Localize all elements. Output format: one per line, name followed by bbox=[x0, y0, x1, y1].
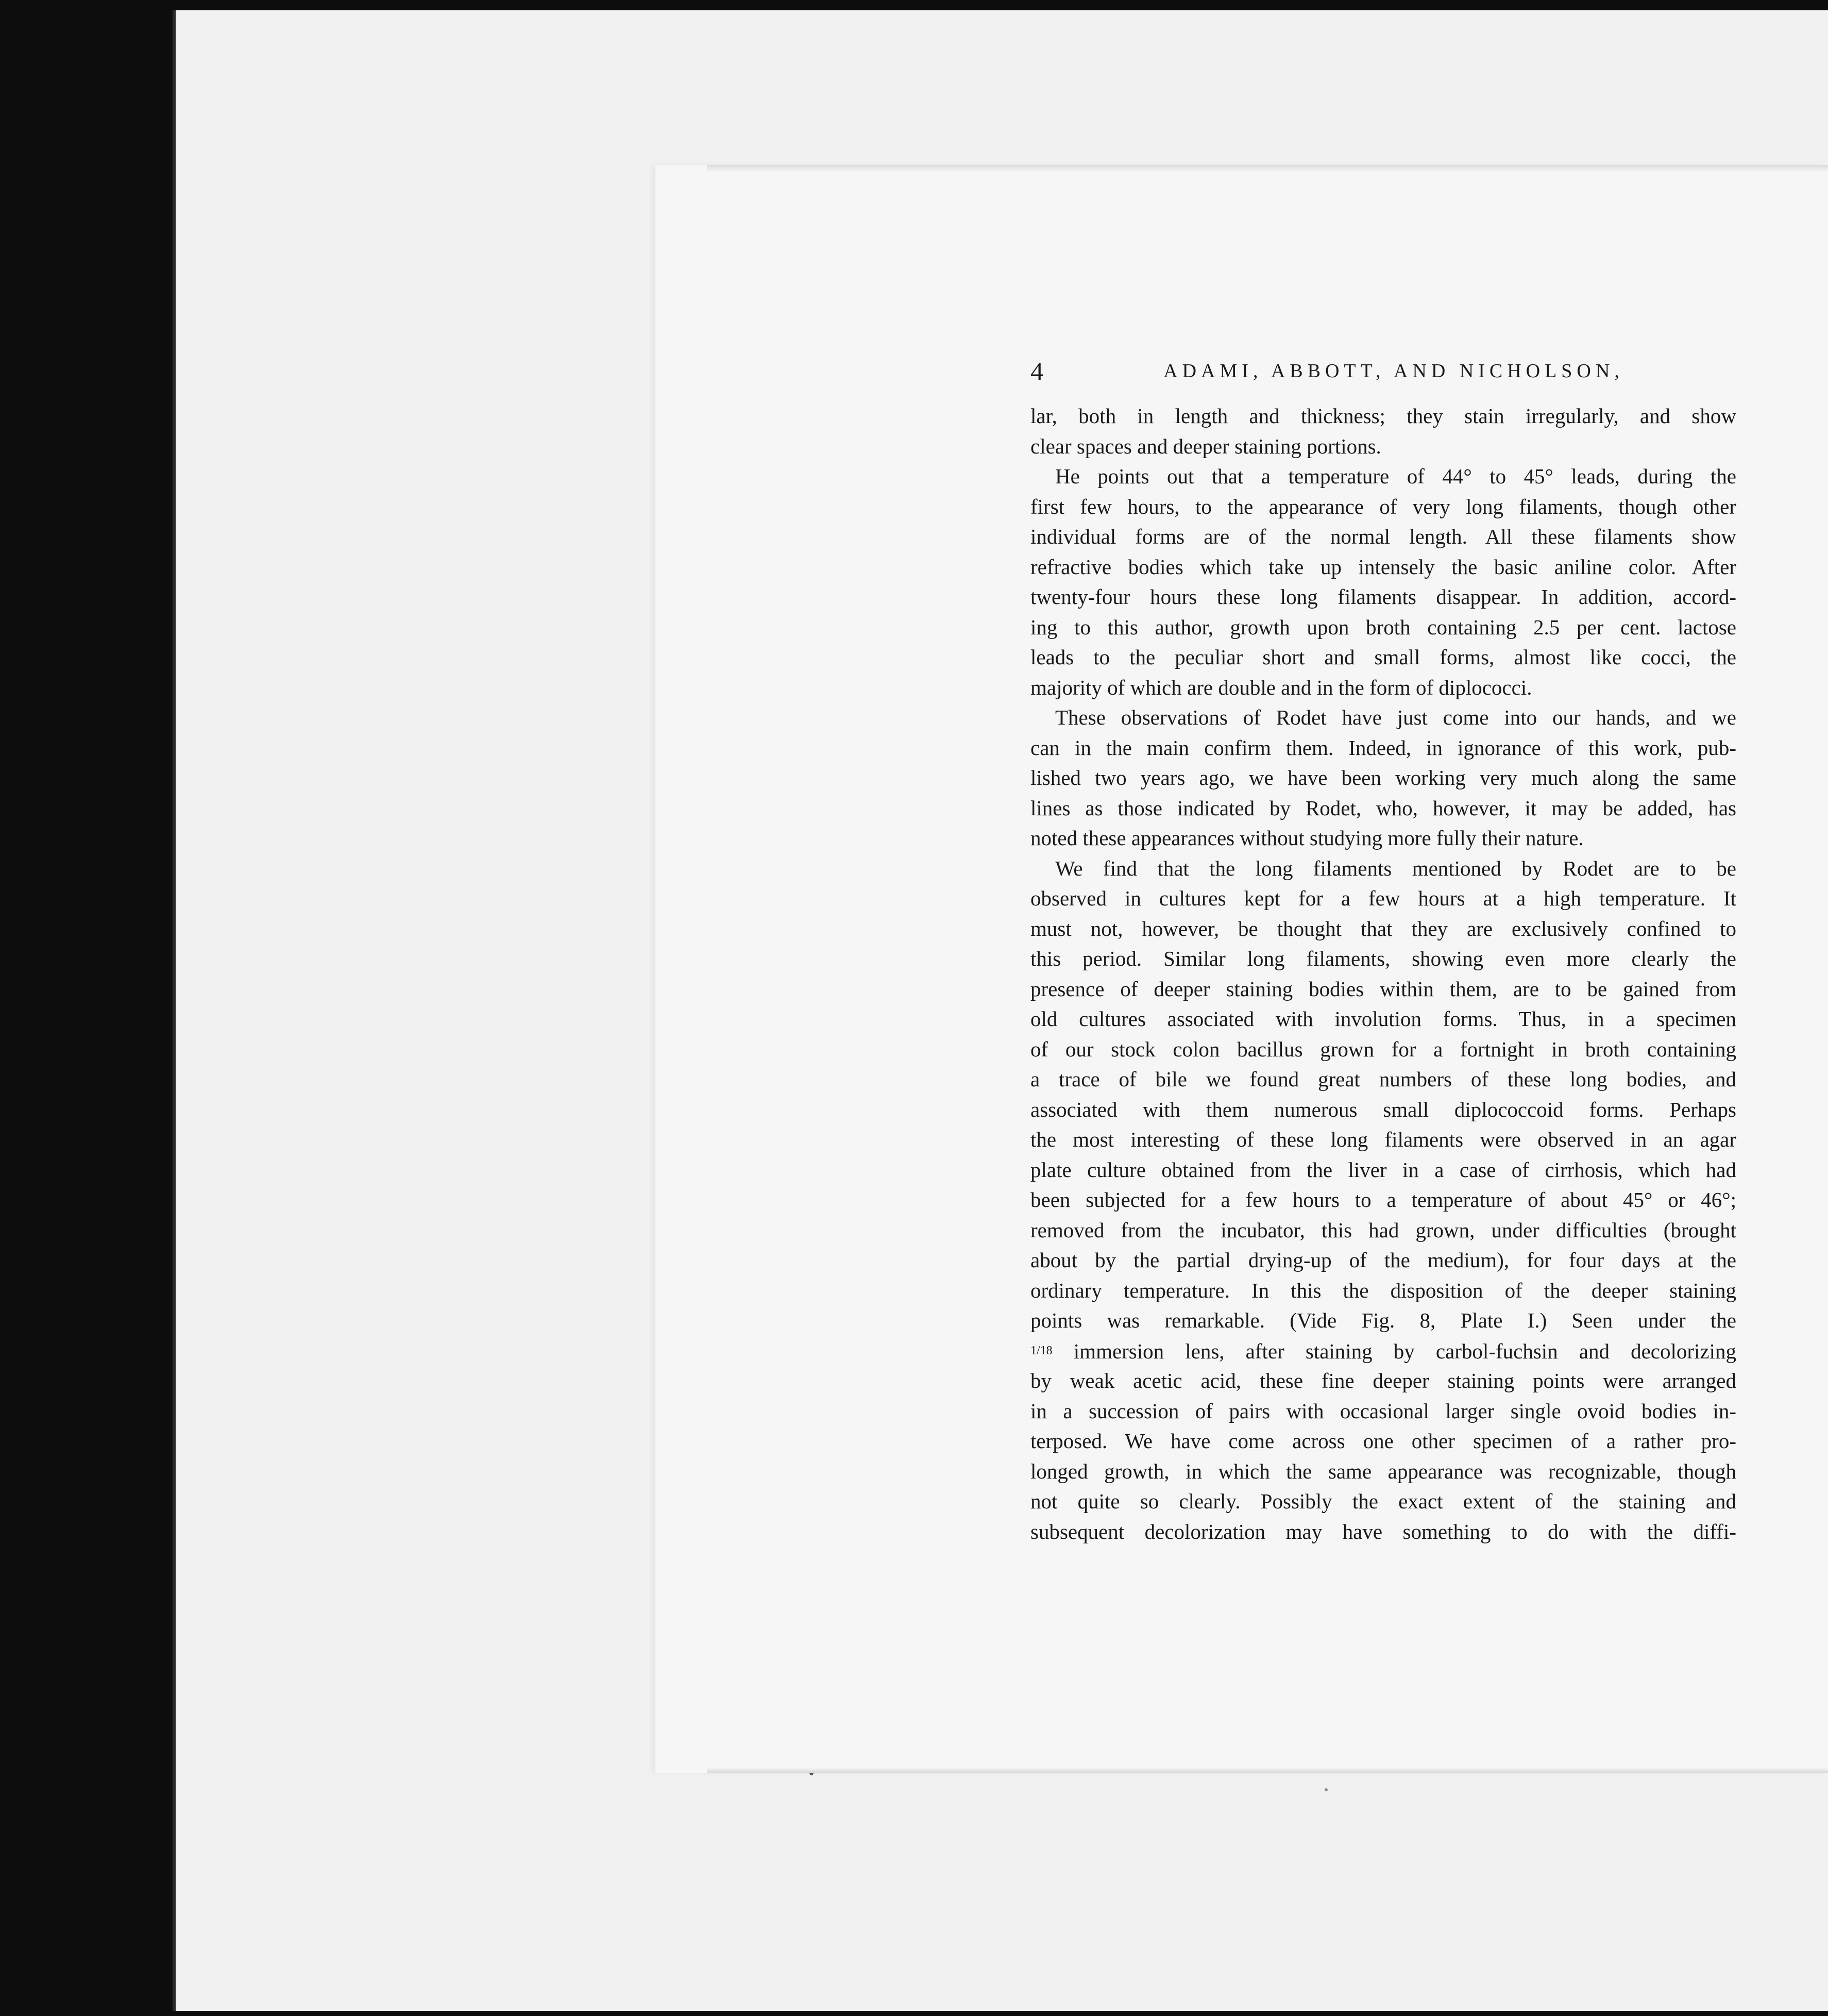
text-line: lished two years ago, we have been working very much along the same bbox=[1030, 766, 1736, 789]
dust-speck bbox=[1325, 1788, 1328, 1791]
text-line: These observations of Rodet have just come into our hands, and we bbox=[1055, 705, 1736, 729]
page-bottom-edge bbox=[707, 1768, 1828, 1773]
text-line: about by the partial drying-up of the medium), for four days at the bbox=[1030, 1248, 1736, 1272]
text-line: associated with them numerous small diplococcoid forms. Perhaps bbox=[1030, 1097, 1736, 1121]
text-line: individual forms are of the normal length. All these filaments show bbox=[1030, 525, 1736, 548]
text-line: noted these appearances without studying more fully their nature. bbox=[1030, 826, 1584, 850]
text-line: subsequent decolorization may have something to do with the diffi- bbox=[1030, 1519, 1736, 1543]
running-head bbox=[1030, 356, 1736, 387]
text-line: immersion lens, after staining by carbol-fuchsin and decolorizing bbox=[1073, 1339, 1736, 1363]
text-line: the most interesting of these long filaments were observed in an agar bbox=[1030, 1128, 1736, 1151]
text-line: plate culture obtained from the liver in a case of cirrhosis, which had bbox=[1030, 1157, 1736, 1182]
text-line: been subjected for a few hours to a temperature of about 45° or 46°; bbox=[1030, 1188, 1736, 1212]
text-line: ordinary temperature. In this the disposition of the deeper staining bbox=[1030, 1278, 1736, 1302]
text-line: removed from the incubator, this had grown, under difficulties (brought bbox=[1030, 1218, 1736, 1242]
text-line: clear spaces and deeper staining portions. bbox=[1030, 434, 1381, 458]
text-line: not quite so clearly. Possibly the exact extent of the staining and bbox=[1030, 1489, 1736, 1513]
text-line: can in the main confirm them. Indeed, in ignorance of this work, pub- bbox=[1030, 735, 1736, 760]
text-line: presence of deeper staining bodies within them, are to be gained from bbox=[1030, 977, 1736, 1001]
text-line: leads to the peculiar short and small forms, almost like cocci, the bbox=[1030, 645, 1736, 669]
page-top-edge bbox=[707, 165, 1828, 172]
running-head-title: ADAMI, ABBOTT, AND NICHOLSON, bbox=[1163, 360, 1624, 382]
text-line: by weak acetic acid, these fine deeper staining points were arranged bbox=[1030, 1369, 1736, 1392]
text-line: first few hours, to the appearance of very long filaments, though other bbox=[1030, 494, 1736, 518]
text-line: points was remarkable. (Vide Fig. 8, Plate I.) Seen under the bbox=[1030, 1308, 1736, 1332]
text-line: refractive bodies which take up intensely the basic aniline color. After bbox=[1030, 555, 1736, 579]
text-line: majority of which are double and in the form of diplococci. bbox=[1030, 675, 1532, 699]
text-line: this period. Similar long filaments, showing even more clearly the bbox=[1030, 947, 1736, 970]
text-line: He points out that a temperature of 44° to 45° leads, during the bbox=[1055, 464, 1736, 488]
text-line: longed growth, in which the same appearance was recognizable, though bbox=[1030, 1459, 1736, 1483]
text-line: ing to this author, growth upon broth containing 2.5 per cent. lactose bbox=[1030, 615, 1736, 639]
text-line: terposed. We have come across one other specimen of a rather pro- bbox=[1030, 1429, 1736, 1453]
text-line-with-fraction bbox=[1030, 1336, 1736, 1366]
text-line: old cultures associated with involution forms. Thus, in a specimen bbox=[1030, 1007, 1736, 1031]
text-line: lines as those indicated by Rodet, who, however, it may be added, has bbox=[1030, 796, 1736, 820]
text-block bbox=[1030, 356, 1736, 1547]
text-line: must not, however, be thought that they are exclusively confined to bbox=[1030, 916, 1736, 940]
text-line: in a succession of pairs with occasional larger single ovoid bodies in- bbox=[1030, 1399, 1736, 1423]
fraction: 1/18 bbox=[1030, 1343, 1053, 1357]
text-line: of our stock colon bacillus grown for a fortnight in broth containing bbox=[1030, 1037, 1736, 1061]
text-line: twenty-four hours these long filaments disappear. In addition, accord- bbox=[1030, 585, 1736, 609]
text-line: We find that the long filaments mentioned by Rodet are to be bbox=[1055, 856, 1736, 880]
text-line: lar, both in length and thickness; they stain irregularly, and show bbox=[1030, 404, 1736, 428]
page-number: 4 bbox=[1030, 357, 1043, 385]
text-line: observed in cultures kept for a few hours at a high temperature. It bbox=[1030, 886, 1736, 910]
text-line: a trace of bile we found great numbers of these long bodies, and bbox=[1030, 1067, 1736, 1091]
